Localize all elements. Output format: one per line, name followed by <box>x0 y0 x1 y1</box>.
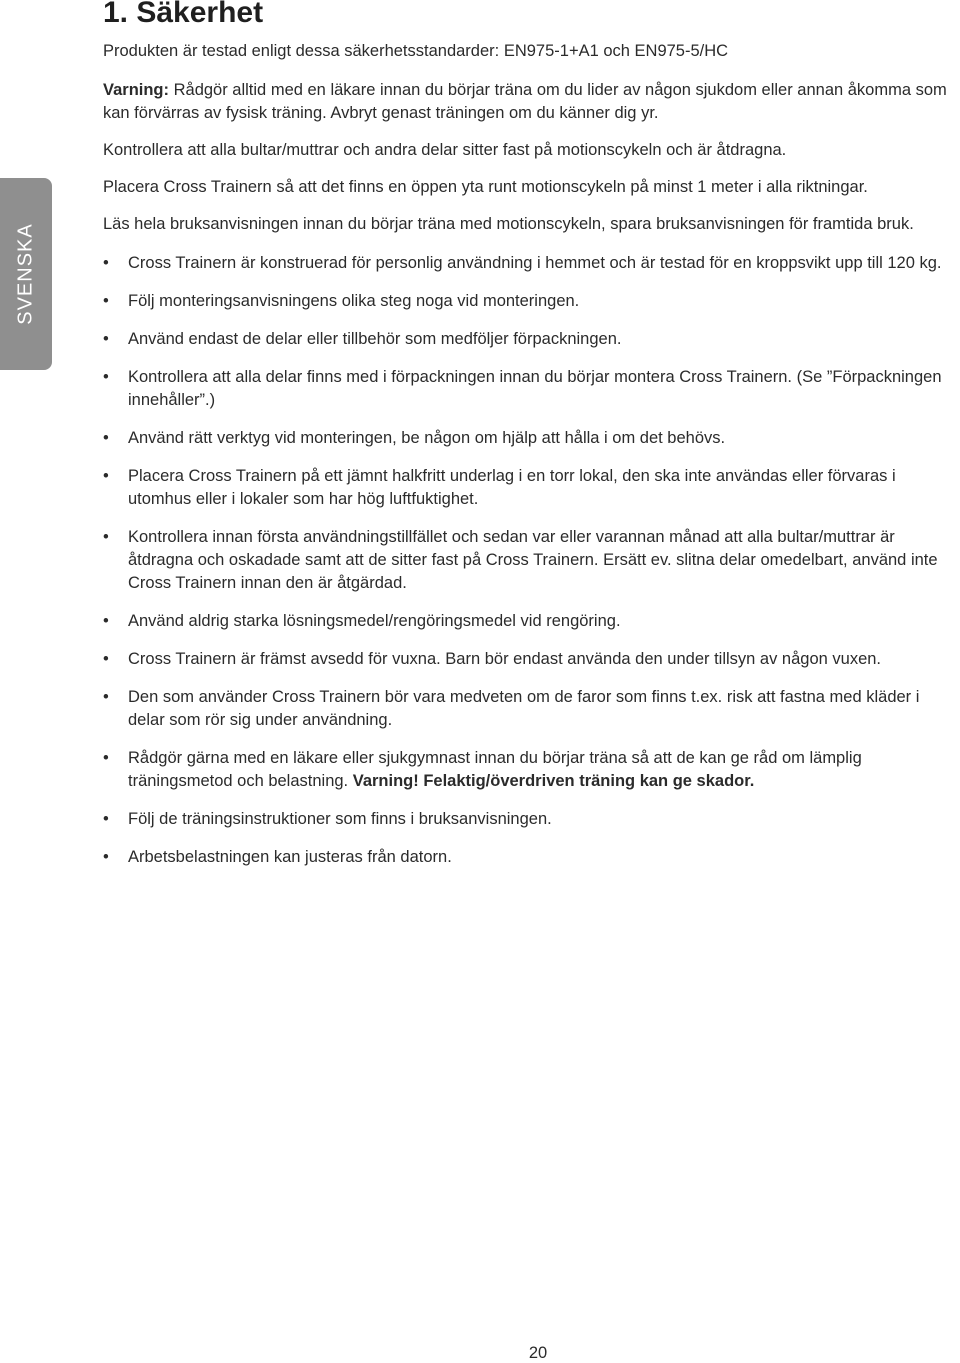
list-item <box>103 526 953 595</box>
intro-paragraph: Produkten är testad enligt dessa säkerhetsstandarder: EN975-1+A1 och EN975-5/HC <box>103 42 729 60</box>
list-item-text: Använd aldrig starka lösningsmedel/rengöringsmedel vid rengöring. <box>128 612 621 630</box>
list-item <box>103 290 953 313</box>
paragraph-read-manual: Läs hela bruksanvisningen innan du börjar träna med motionscykeln, spara bruksanvisningen för framtida bruk. <box>103 215 914 233</box>
list-item-text: Kontrollera att alla delar finns med i förpackningen innan du börjar montera Cross Trainern. (Se ”Förpackningen innehåller”.) <box>128 368 942 409</box>
bullet-icon: • <box>103 368 109 386</box>
bullet-icon: • <box>103 292 109 310</box>
list-item-text: Cross Trainern är främst avsedd för vuxna. Barn bör endast använda den under tillsyn av någon vuxen. <box>128 650 882 668</box>
bullet-icon: • <box>103 688 109 706</box>
list-item-text: Använd endast de delar eller tillbehör som medföljer förpackningen. <box>128 330 622 348</box>
paragraph-check-bolts: Kontrollera att alla bultar/muttrar och andra delar sitter fast på motionscykeln och är åtdragna. <box>103 141 787 159</box>
list-item <box>103 747 953 793</box>
bullet-icon: • <box>103 254 109 272</box>
document-body <box>103 40 953 884</box>
warning-paragraph <box>103 79 953 125</box>
section-title: 1. Säkerhet <box>103 0 264 29</box>
list-item <box>103 686 953 732</box>
list-item-text: Arbetsbelastningen kan justeras från datorn. <box>128 848 452 866</box>
bullet-icon: • <box>103 612 109 630</box>
list-item-text: Följ de träningsinstruktioner som finns i bruksanvisningen. <box>128 810 552 828</box>
list-item <box>103 328 953 351</box>
bullet-icon: • <box>103 848 109 866</box>
bullet-icon: • <box>103 467 109 485</box>
list-item <box>103 427 953 450</box>
list-item-warning: Varning! Felaktig/överdriven träning kan ge skador. <box>348 772 755 790</box>
list-item <box>103 252 953 275</box>
paragraph-placement: Placera Cross Trainern så att det finns en öppen yta runt motionscykeln på minst 1 meter i alla riktningar. <box>103 178 868 196</box>
list-item <box>103 610 953 633</box>
warning-label: Varning: <box>103 81 170 99</box>
language-tab-label: SVENSKA <box>14 223 37 325</box>
list-item <box>103 648 953 671</box>
list-item <box>103 846 953 869</box>
list-item <box>103 366 953 412</box>
bullet-icon: • <box>103 650 109 668</box>
list-item-text: Använd rätt verktyg vid monteringen, be någon om hjälp att hålla i om det behövs. <box>128 429 726 447</box>
list-item-text: Kontrollera innan första användningstillfället och sedan var eller varannan månad att alla bultar/muttrar är åtdragna och oskadade samt att de sitter fast på Cross Trainern. Ersätt ev. slitna delar omedelbart, använd inte Cross Trainern innan den är åtgärdad. <box>128 528 938 592</box>
warning-text: Rådgör alltid med en läkare innan du börjar träna om du lider av någon sjukdom eller annan åkomma som kan förvärras av fysisk träning. Avbryt genast träningen om du känner dig yr. <box>103 81 947 122</box>
list-item-text: Cross Trainern är konstruerad för personlig användning i hemmet och är testad för en kroppsvikt upp till 120 kg. <box>128 254 942 272</box>
list-item-text: Placera Cross Trainern på ett jämnt halkfritt underlag i en torr lokal, den ska inte användas eller förvaras i utomhus eller i lokaler som har hög luftfuktighet. <box>128 467 896 508</box>
safety-bullet-list <box>103 252 953 869</box>
list-item <box>103 465 953 511</box>
bullet-icon: • <box>103 749 109 767</box>
list-item-text: Den som använder Cross Trainern bör vara medveten om de faror som finns t.ex. risk att fastna med kläder i delar som rör sig under användning. <box>128 688 920 729</box>
bullet-icon: • <box>103 330 109 348</box>
bullet-icon: • <box>103 429 109 447</box>
list-item-text: Rådgör gärna med en läkare eller sjukgymnast innan du börjar träna så att de kan ge råd om lämplig träningsmetod och belastning. <box>128 749 862 790</box>
bullet-icon: • <box>103 528 109 546</box>
list-item <box>103 808 953 831</box>
language-side-tab <box>0 178 52 370</box>
page-number: 20 <box>528 1344 548 1362</box>
bullet-icon: • <box>103 810 109 828</box>
list-item-text: Följ monteringsanvisningens olika steg noga vid monteringen. <box>128 292 580 310</box>
